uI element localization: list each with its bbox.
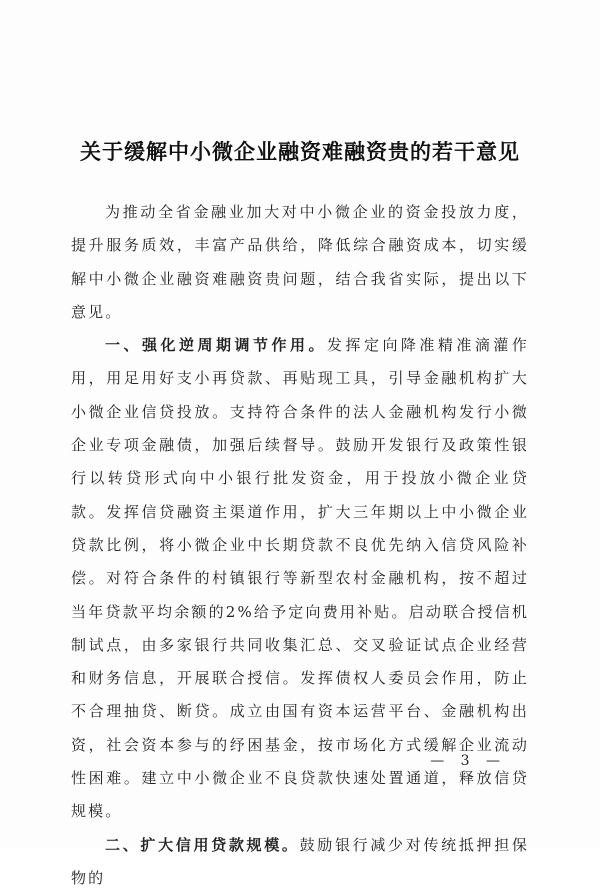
section-1-heading: 一、强化逆周期调节作用。 bbox=[105, 336, 327, 355]
section-2-paragraph bbox=[71, 829, 529, 895]
section-2-heading: 二、扩大信用贷款规模。 bbox=[105, 835, 300, 854]
page-number: — 3 — bbox=[430, 753, 506, 769]
intro-paragraph: 为推动全省金融业加大对中小微企业的资金投放力度，提升服务质效，丰富产品供给，降低综合融资成本，切实缓解中小微企业融资难融资贵问题，结合我省实际，提出以下意见。 bbox=[71, 203, 529, 321]
section-1-text: 发挥定向降准精准滴灌作用，用足用好支小再贷款、再贴现工具，引导金融机构扩大小微企业信贷投放。支持符合条件的法人金融机构发行小微企业专项金融债，加强后续督导。鼓励开发银行及政策性银行以转贷形式向中小银行批发资金，用于投放小微企业贷款。发挥信贷融资主渠道作用，扩大三年期以上中小微企业贷款比例，将小微企业中长期贷款不良优先纳入信贷风险补偿。对符合条件的村镇银行等新型农村金融机构，按不超过当年贷款平均余额的2%给予定向费用补贴。启动联合授信机制试点，由多家银行共同收集汇总、交叉验证试点企业经营和财务信息，开展联合授信。发挥债权人委员会作用，防止不合理抽贷、断贷。成立由国有资本运营平台、金融机构出资，社会资本参与的纾困基金，按市场化方式缓解企业流动性困难。建立中小微企业不良贷款快速处置通道，释放信贷规模。 bbox=[71, 336, 530, 821]
document-body bbox=[71, 196, 529, 895]
section-2-text: 鼓励银行减少对传统抵押担保物的 bbox=[71, 835, 529, 887]
document-title: 关于缓解中小微企业融资难融资贵的若干意见 bbox=[80, 139, 520, 164]
